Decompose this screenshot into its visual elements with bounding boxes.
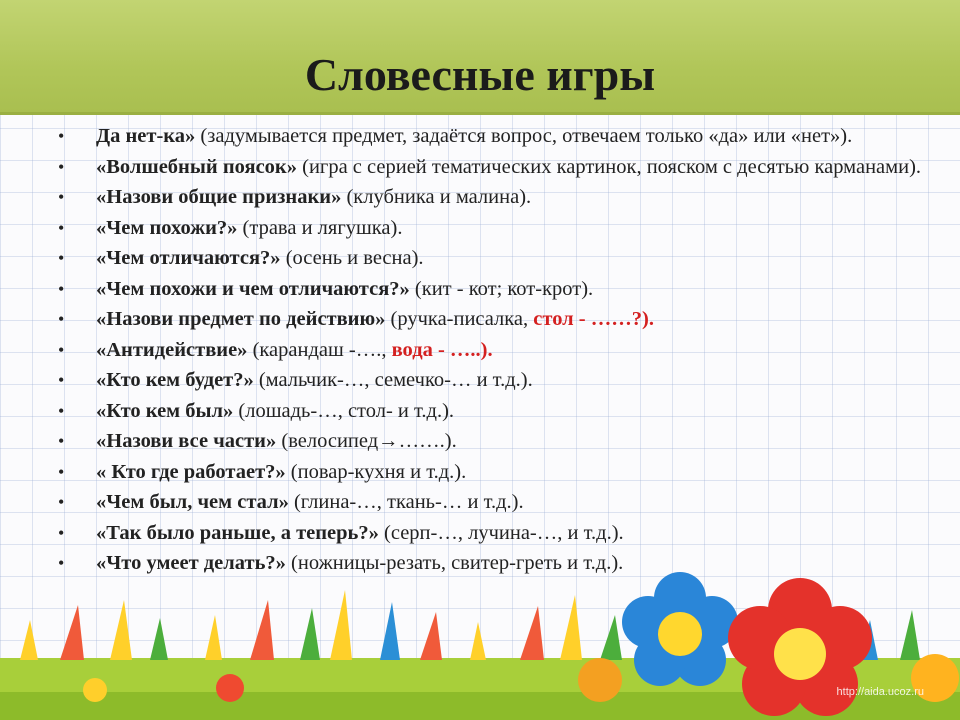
game-name: «Антидействие» [96, 338, 248, 361]
list-item [58, 213, 928, 244]
bullet-icon: • [58, 492, 65, 512]
game-name: Да нет-ка» [96, 125, 196, 147]
list-item [58, 121, 928, 152]
bullet-icon: • [58, 126, 65, 146]
game-description: (кит - кот; кот-крот). [409, 277, 594, 300]
game-description: (задумывается предмет, задаётся вопрос, отвечаем только «да» или «нет»). [195, 125, 853, 147]
bullet-icon: • [58, 522, 65, 543]
game-description: (глина-…, ткань-… и т.д.). [288, 491, 524, 513]
list-item [58, 304, 928, 335]
game-description: (повар-кухня и т.д.). [285, 460, 467, 483]
bullet-icon: • [58, 431, 65, 451]
game-name: « Кто где работает?» [96, 460, 286, 483]
game-description: (клубника и малина). [341, 186, 532, 208]
highlighted-example: стол - ……?). [533, 308, 654, 330]
bullet-icon: • [58, 400, 65, 421]
source-watermark: http://aida.ucoz.ru [836, 686, 924, 698]
games-list [58, 121, 928, 579]
bullet-icon: • [58, 217, 65, 238]
game-name: «Чем отличаются?» [96, 247, 281, 269]
bullet-icon: • [58, 309, 65, 329]
game-name: «Что умеет делать?» [96, 552, 286, 574]
game-description: (велосипед→…….). [276, 430, 457, 452]
bullet-icon: • [58, 370, 65, 390]
list-item [58, 518, 928, 549]
game-name: «Назови все части» [96, 430, 277, 452]
game-description: (мальчик-…, семечко-… и т.д.). [253, 369, 533, 391]
list-item [58, 457, 928, 488]
game-description: (осень и весна). [280, 247, 424, 269]
game-name: «Чем похожи и чем отличаются?» [96, 277, 410, 300]
list-item [58, 152, 928, 183]
game-name: «Чем был, чем стал» [96, 491, 289, 513]
game-description: (карандаш -…., [247, 338, 392, 361]
list-item [58, 274, 928, 305]
bullet-icon: • [58, 187, 65, 207]
list-item [58, 335, 928, 366]
highlighted-example: вода - …..). [391, 338, 493, 361]
game-description: (ручка-писалка, [385, 308, 534, 330]
list-item [58, 396, 928, 427]
game-description: (игра с серией тематических картинок, пояском с десятью карманами). [297, 155, 922, 178]
list-item [58, 243, 928, 274]
bullet-icon: • [58, 248, 65, 268]
game-name: «Назови общие признаки» [96, 186, 342, 208]
bullet-icon: • [58, 461, 65, 482]
bullet-icon: • [58, 156, 65, 177]
flower-decoration [0, 560, 960, 720]
game-name: «Кто кем был» [96, 399, 234, 422]
game-description: (ножницы-резать, свитер-греть и т.д.). [285, 552, 624, 574]
bullet-icon: • [58, 339, 65, 360]
game-name: «Чем похожи?» [96, 216, 238, 239]
game-description: (трава и лягушка). [237, 216, 403, 239]
game-name: «Волшебный поясок» [96, 155, 297, 178]
game-name: «Так было раньше, а теперь?» [96, 521, 379, 544]
list-item [58, 487, 928, 518]
list-item [58, 182, 928, 213]
game-name: «Кто кем будет?» [96, 369, 254, 391]
game-name: «Назови предмет по действию» [96, 308, 386, 330]
bullet-icon: • [58, 278, 65, 299]
slide-title: Словесные игры [304, 49, 656, 100]
list-item [58, 365, 928, 396]
game-description: (серп-…, лучина-…, и т.д.). [378, 521, 624, 544]
bullet-icon: • [58, 553, 65, 573]
game-description: (лошадь-…, стол- и т.д.). [233, 399, 455, 422]
list-item [58, 426, 928, 457]
